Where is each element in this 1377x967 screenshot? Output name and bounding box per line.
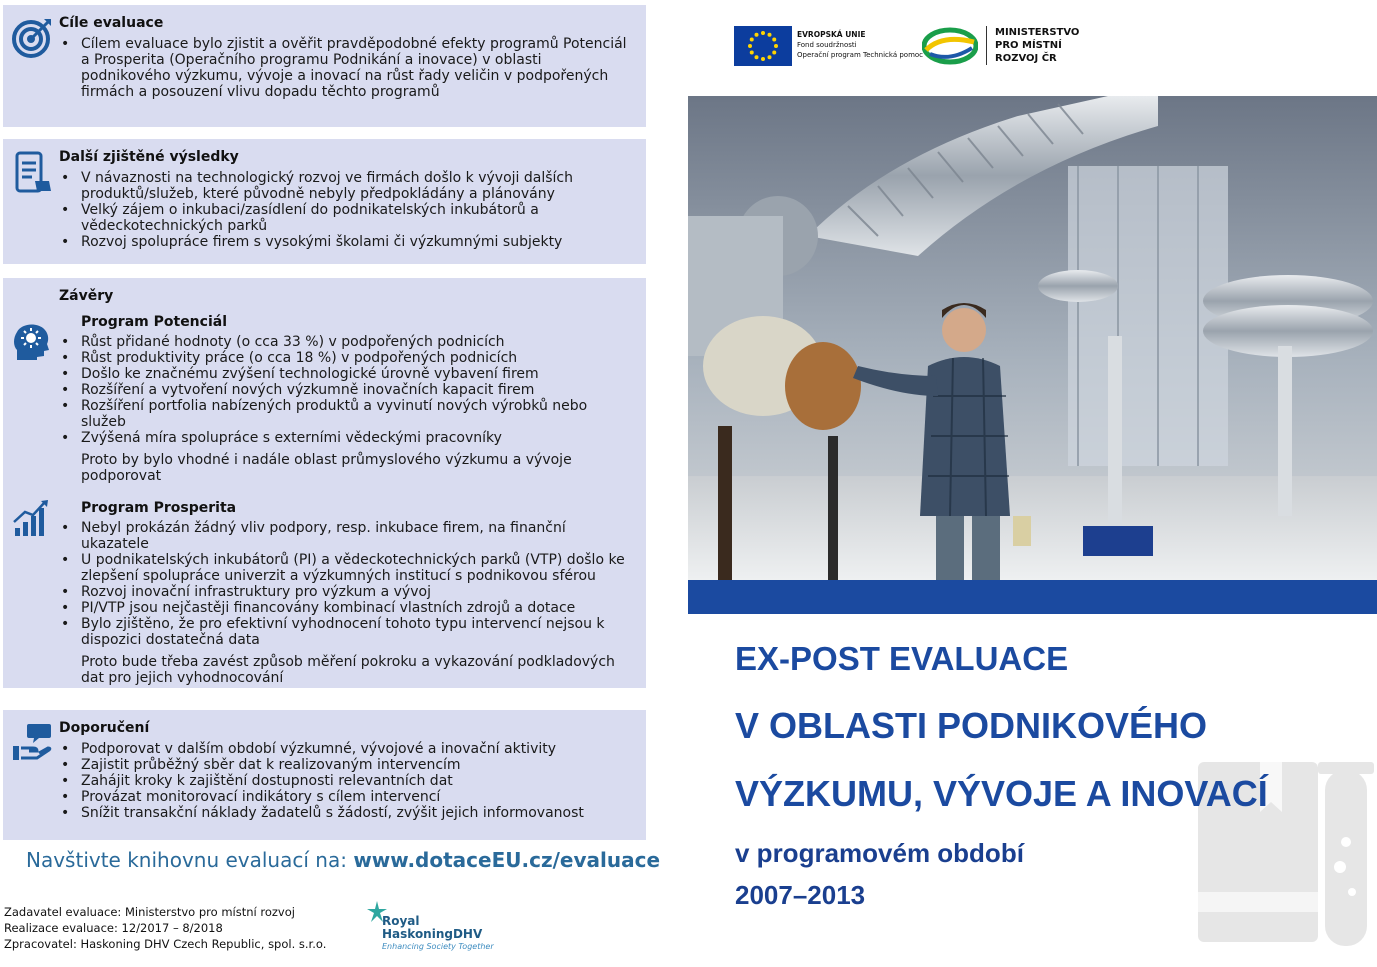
eu-star: [761, 57, 765, 61]
dalsi-title: Další zjištěné výsledky: [59, 149, 239, 165]
dalsi-list: [59, 170, 634, 250]
rhdhv-line2: HaskoningDHV: [382, 927, 483, 941]
list-item: • Došlo ke značnému zvýšení technologické úrovně vybavení firem: [81, 366, 634, 382]
mmr-logo-icon: [922, 24, 978, 68]
list-item: • Cílem evaluace bylo zjistit a ověřit pravděpodobné efekty programů Potenciál a Prosperita (Operačního programu Podnikání a inovace) v oblasti podnikového výzkumu, vývoje a inovací na růst řady veličin v podpořených firmách a posouzení vlivu dopadu těchto programů: [81, 36, 634, 100]
list-item: • Podporovat v dalším období výzkumné, vývojové a inovační aktivity: [81, 741, 634, 757]
eu-star: [761, 31, 765, 35]
doporuceni-list: [59, 741, 634, 821]
rhdhv-line1: Royal: [382, 914, 420, 928]
eu-star: [750, 51, 754, 55]
list-item: • Zvýšená míra spolupráce s externími vědeckými pracovníky: [81, 430, 634, 446]
library-prefix: Navštivte knihovnu evaluací na:: [26, 848, 354, 872]
prosperita-note: Proto bude třeba zavést způsob měření pokroku a vykazování podkladových dat pro jejich vyhodnocování: [81, 654, 615, 686]
photo-bar: [688, 580, 1377, 614]
cile-section: [3, 5, 646, 127]
potencial-note: Proto by bylo vhodné i nadále oblast průmyslového výzkumu a vývoje podporovat: [81, 452, 572, 484]
list-item: • Zajistit průběžný sběr dat k realizovaným intervencím: [81, 757, 634, 773]
subtitle-period: v programovém období: [735, 838, 1024, 868]
tablet-icon: [11, 151, 53, 193]
doporuceni-title: Doporučení: [59, 720, 150, 736]
list-item: • Rozšíření portfolia nabízených produktů a vyvinutí nových výrobků nebo služeb: [81, 398, 634, 430]
potencial-title: Program Potenciál: [81, 314, 227, 330]
mmr-text: [986, 26, 1079, 65]
potencial-list: [59, 334, 634, 446]
mmr-line2: PRO MÍSTNÍ: [995, 40, 1062, 51]
library-link[interactable]: www.dotaceEU.cz/evaluace: [353, 848, 661, 872]
list-item: • Provázat monitorovací indikátory s cílem intervencí: [81, 789, 634, 805]
target-icon: [11, 17, 53, 59]
credits: [4, 904, 326, 952]
credit-zpracovatel: Zpracovatel: Haskoning DHV Czech Republic, spol. s.r.o.: [4, 937, 327, 951]
dalsi-section: [3, 139, 646, 264]
mmr-line3: ROZVOJ ČR: [995, 53, 1057, 64]
list-item: • V návaznosti na technologický rozvoj ve firmách došlo k vývoji dalších produktů/služeb, které původně nebyly předpokládány a plánovány: [81, 170, 634, 202]
credit-realizace: Realizace evaluace: 12/2017 – 8/2018: [4, 921, 223, 935]
list-item: • U podnikatelských inkubátorů (PI) a vědeckotechnických parků (VTP) došlo ke zlepšení spolupráce univerzit a výzkumných institucí s podnikovou sférou: [81, 552, 634, 584]
eu-star: [748, 44, 752, 48]
list-item: • Snížit transakční náklady žadatelů s žádostí, zvýšit jejich informovanost: [81, 805, 634, 821]
head-idea-icon: [11, 320, 53, 362]
list-item: • Velký zájem o inkubaci/zasídlení do podnikatelských inkubátorů a vědeckotechnických parků: [81, 202, 634, 234]
growth-chart-icon: [11, 498, 53, 540]
doporuceni-section: [3, 710, 646, 840]
eu-star: [768, 55, 772, 59]
eu-line2: Fond soudržnosti: [797, 41, 857, 49]
royal-haskoning-logo: [366, 900, 496, 956]
eu-star: [772, 38, 776, 42]
zavery-title: Závěry: [59, 288, 114, 304]
title-line-2: V OBLASTI PODNIKOVÉHO: [735, 705, 1208, 746]
laboratory-photo: [688, 96, 1377, 580]
list-item: • Rozšíření a vytvoření nových výzkumně inovačních kapacit firem: [81, 382, 634, 398]
title-line-1: EX-POST EVALUACE: [735, 640, 1069, 677]
eu-line1: EVROPSKÁ UNIE: [797, 30, 866, 39]
credit-zadavatel: Zadavatel evaluace: Ministerstvo pro místní rozvoj: [4, 905, 295, 919]
eu-flag-icon: [734, 26, 792, 66]
eu-star: [750, 38, 754, 42]
eu-star: [755, 33, 759, 37]
list-item: • PI/VTP jsou nejčastěji financovány kombinací vlastních zdrojů a dotace: [81, 600, 634, 616]
title-line-3: VÝZKUMU, VÝVOJE A INOVACÍ: [735, 773, 1268, 814]
eu-star: [774, 44, 778, 48]
subtitle-years: 2007–2013: [735, 880, 866, 910]
list-item: • Nebyl prokázán žádný vliv podpory, resp. inkubace firem, na finanční ukazatele: [81, 520, 634, 552]
mmr-line1: MINISTERSTVO: [995, 27, 1080, 38]
zavery-section: [3, 278, 646, 688]
rhdhv-tagline: Enhancing Society Together: [382, 942, 494, 951]
eu-star: [755, 55, 759, 59]
list-item: • Zahájit kroky k zajištění dostupnosti relevantních dat: [81, 773, 634, 789]
list-item: • Růst produktivity práce (o cca 18 %) v podpořených podnicích: [81, 350, 634, 366]
eu-line3: Operační program Technická pomoc: [797, 51, 924, 59]
list-item: • Bylo zjištěno, že pro efektivní vyhodnocení tohoto typu intervencí nejsou k dispozici dostatečná data: [81, 616, 634, 648]
list-item: • Rozvoj inovační infrastruktury pro výzkum a vývoj: [81, 584, 634, 600]
list-item: • Růst přidané hodnoty (o cca 33 %) v podpořených podnicích: [81, 334, 634, 350]
cile-list: [59, 36, 634, 100]
eu-text: [797, 30, 923, 60]
eu-star: [768, 33, 772, 37]
prosperita-title: Program Prosperita: [81, 500, 237, 516]
library-line: [26, 848, 660, 872]
hand-speech-icon: [11, 722, 53, 764]
eu-star: [772, 51, 776, 55]
prosperita-list: [59, 520, 634, 648]
cile-title: Cíle evaluace: [59, 15, 164, 31]
list-item: • Rozvoj spolupráce firem s vysokými školami či výzkumnými subjekty: [81, 234, 634, 250]
